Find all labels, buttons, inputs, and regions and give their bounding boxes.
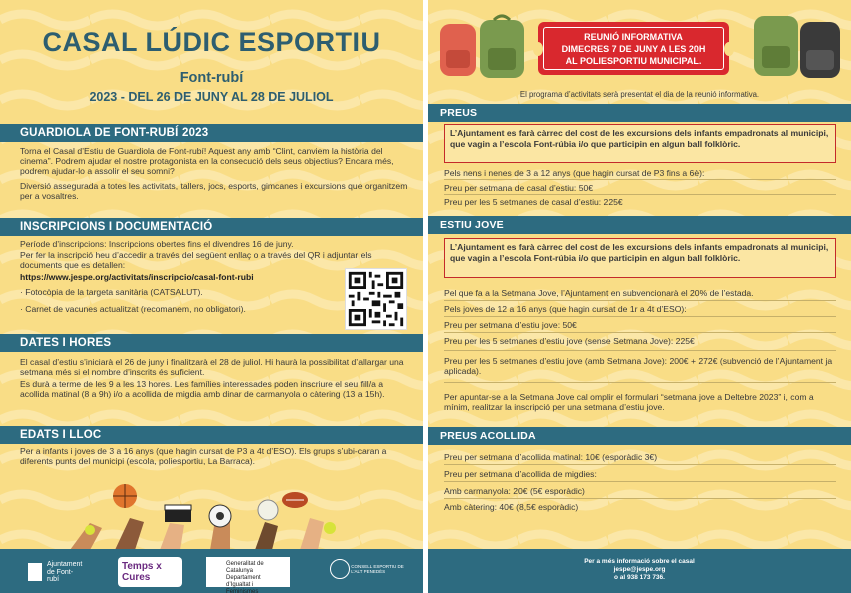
right-page — [428, 0, 851, 593]
estiu-jove-line-6: Per apuntar-se a la Setmana Jove cal omplir el formulari “setmana jove a Deltebre 2023” i, com a mínim, realitzar la inscripció per una setmana d’estiu jove. — [444, 392, 814, 413]
estiu-jove-line-5: Preu per les 5 setmanes d’estiu jove (amb Setmana Jove): 200€ + 272€ (subvenció de l’Ajuntament ja aplicada). — [444, 356, 833, 377]
hands-illustration — [70, 518, 324, 550]
sports-illustration — [60, 478, 360, 550]
guardiola-text-1: Torna el Casal d’Estiu de Guardiola de Font-rubí! Aquest any amb “Clint, canviem la història del cinema”. Podrem ajudar el nostre protagonista en la consecució dels seus objectius? Encara més, podrem ajudar-lo a assolir el seu somni? — [20, 146, 394, 177]
estiu-jove-notice-box: L’Ajuntament es farà càrrec del cost de les excursions dels infants empadronats al municipi, que vagin a l’escola Font-rúbia i/o que participin en algun ball folklòric. — [444, 238, 836, 278]
estiu-jove-line-1: Pel que fa a la Setmana Jove, l’Ajuntament en subvencionarà el 20% de l’estada. — [444, 288, 754, 298]
left-page — [0, 0, 423, 593]
ticket-line-1: REUNIÓ INFORMATIVA — [584, 32, 683, 42]
inscripcions-period: Període d’inscripcions: Inscripcions obertes fins el divendres 16 de juny. — [20, 239, 294, 249]
footer-phone: o al 938 173 736. — [614, 574, 665, 581]
footer-email[interactable]: jespe@jespe.org — [613, 566, 666, 573]
estiu-jove-line-3: Preu per setmana d’estiu jove: 50€ — [444, 320, 577, 330]
logo-generalitat: Generalitat de Catalunya Departament d’Igualtat i Feminismes — [206, 557, 290, 587]
preus-notice-box: L’Ajuntament es farà càrrec del cost de les excursions dels infants empadronats al municipi, que vagin a l’escola Font-rúbia i/o que participin en algun ball folklòric. — [444, 124, 836, 163]
section-heading-dates: DATES I HORES — [0, 334, 423, 352]
guardiola-text-2: Diversió assegurada a totes les activitats, tallers, jocs, esports, gimcanes i excursions que organitzem per a vosaltres. — [20, 181, 408, 202]
backpacks-illustration-left — [436, 14, 532, 84]
doc-targeta-sanitaria: · Fotocòpia de la targeta sanitària (CATSALUT). — [20, 287, 203, 297]
tennis-ball-icon — [85, 525, 95, 535]
info-meeting-ticket — [538, 22, 729, 75]
acollida-line-1: Preu per setmana d’acollida matinal: 10€ (esporàdic 3€) — [444, 452, 658, 462]
inscripcio-link[interactable]: https://www.jespe.org/activitats/inscripcio/casal-font-rubi — [20, 272, 254, 282]
acollida-line-2: Preu per setmana d’acollida de migdies: — [444, 469, 597, 479]
volleyball-icon — [258, 500, 278, 520]
consell-esportiu-icon — [330, 559, 350, 579]
edats-text: Per a infants i joves de 3 a 16 anys (que hagin cursat de P3 a 4t d’ESO). Els grups s’ubi-caran a diferents punts del municipi (escola, poliesportiu, La Barraca). — [20, 446, 387, 467]
ticket-line-3: AL POLIESPORTIU MUNICIPAL. — [565, 56, 702, 66]
section-heading-acollida: PREUS ACOLLIDA — [428, 427, 851, 445]
section-heading-guardiola: GUARDIOLA DE FONT-RUBÍ 2023 — [0, 124, 423, 142]
logo-consell-esportiu: CONSELL ESPORTIU DE L’ALT PENEDÈS — [330, 559, 410, 579]
page-title: CASAL LÚDIC ESPORTIU — [42, 27, 381, 57]
dates-text-2: Es durà a terme de les 9 a les 13 hores. Les famílies interessades poden inscriure el seu fill/a a acollida matinal (8 a 9h) i/o a acollida de migdia amb dinar de carmanyola o càtering (13 a 15h). — [20, 379, 385, 400]
right-footer — [428, 549, 851, 593]
footer-info-line: Per a més informació sobre el casal — [584, 558, 695, 565]
section-heading-edats: EDATS I LLOC — [0, 426, 423, 444]
ticket-line-2: DIMECRES 7 DE JUNY A LES 20H — [561, 44, 706, 54]
preus-line-1: Pels nens i nenes de 3 a 12 anys (que hagin cursat de P3 fins a 6è): — [444, 168, 705, 178]
logo-temps-cures: Temps x Cures — [118, 557, 182, 587]
inscripcions-how: Per fer la inscripció heu d’accedir a través del següent enllaç o a través del QR i adjuntar els documents que es detallen: — [20, 250, 372, 271]
clapperboard-icon — [165, 510, 191, 522]
left-footer — [0, 549, 423, 593]
preus-line-2: Preu per setmana de casal d’estiu: 50€ — [444, 183, 594, 193]
section-heading-inscripcions: INSCRIPCIONS I DOCUMENTACIÓ — [0, 218, 423, 236]
doc-carnet-vacunes: · Carnet de vacunes actualitzat (recomanem, no obligatori). — [20, 304, 246, 314]
estiu-jove-line-2: Pels joves de 12 a 16 anys (que hagin cursat de 1r a 4t d’ESO): — [444, 304, 687, 314]
qr-code[interactable] — [345, 268, 407, 330]
acollida-line-3: Amb carmanyola: 20€ (5€ esporàdic) — [444, 486, 585, 496]
subtitle-town: Font-rubí — [179, 70, 244, 86]
section-heading-preus: PREUS — [428, 104, 851, 122]
preus-line-3: Preu per les 5 setmanes de casal d’estiu: 225€ — [444, 197, 623, 207]
section-heading-estiu-jove: ESTIU JOVE — [428, 216, 851, 234]
coat-of-arms-icon — [28, 563, 42, 581]
program-note: El programa d’activitats serà presentat el dia de la reunió informativa. — [519, 90, 760, 99]
logo-ajuntament: Ajuntament de Font-rubí — [28, 561, 88, 584]
estiu-jove-line-4: Preu per les 5 setmanes d’estiu jove (sense Setmana Jove): 225€ — [444, 336, 695, 346]
date-range: 2023 - DEL 26 DE JUNY AL 28 DE JULIOL — [89, 90, 334, 104]
acollida-line-4: Amb càtering: 40€ (8,5€ esporàdic) — [444, 502, 579, 512]
backpacks-illustration-right — [750, 10, 846, 84]
dates-text-1: El casal d’estiu s’iniciarà el 26 de juny i finalitzarà el 28 de juliol. Hi haurà la possibilitat d’allargar una setmana més si el nombre d’inscrits és suficient. — [20, 357, 404, 378]
